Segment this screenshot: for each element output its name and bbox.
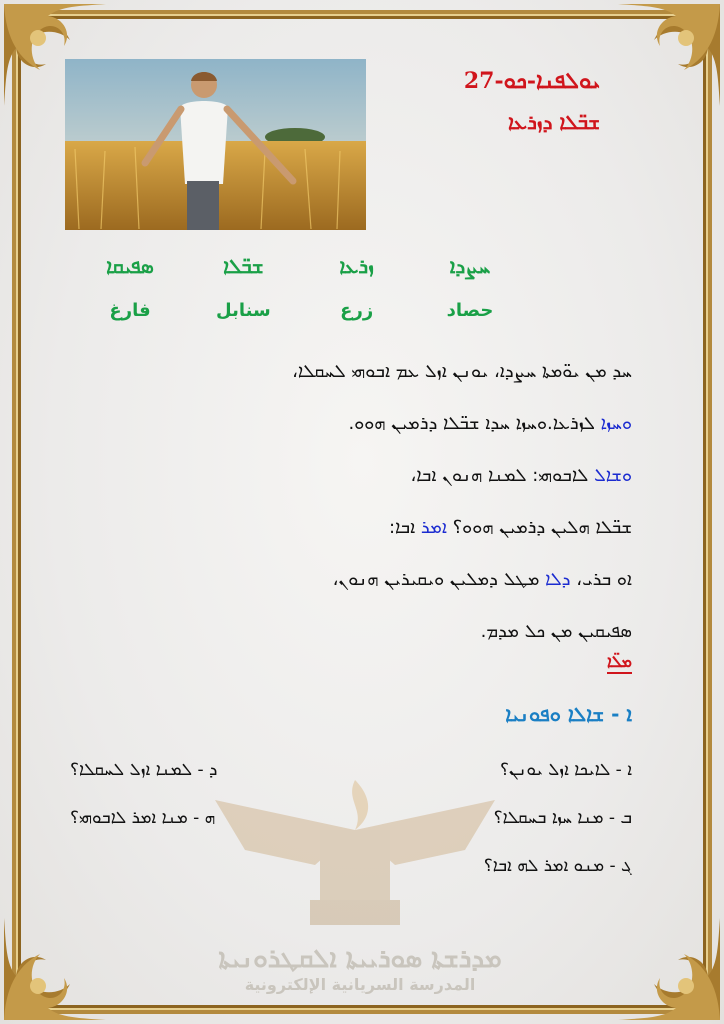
story-line: ܚܕ ܡܢ ܝܘ̈ܡܬܐ ܚܨܕܐ، ܝܘܢܢ ܐܙܠ ܥܡ ܐܒܘܗܝ ܠܚܩܠܐ، xyxy=(292,361,632,382)
section-title: ܐ - ܫܐܠܐ ܘܦܘܢܝܐ xyxy=(505,702,632,726)
vocabulary-syriac xyxy=(100,254,500,278)
vocab-translation: فارغ xyxy=(109,300,151,321)
corner-ornament xyxy=(614,0,724,110)
question: ܓ - ܡܢܘ ܐܡܪ ܠܗ ܐܒܐ؟ xyxy=(483,856,632,876)
vocab-translation: سنابل xyxy=(216,300,271,321)
vocabulary-arabic xyxy=(100,300,500,321)
vocab-word: ܫܒ̈ܠܐ xyxy=(223,254,264,278)
vocab-word: ܚܨܕܐ xyxy=(449,254,491,278)
lesson-number: ܝܘܠܦܢܐ-ܟܘ-27 xyxy=(463,68,600,94)
question-row xyxy=(70,846,632,894)
watermark-arabic: المدرسة السريانية الإلكترونية xyxy=(244,975,476,994)
corner-ornament xyxy=(614,914,724,1024)
story-line: ܣܦܝܩܝܢ ܡܢ ܟܠ ܡܕܡ. xyxy=(480,621,632,642)
question: ܐ - ܠܐܝܟܐ ܐܙܠ ܝܘܢܢ؟ xyxy=(499,760,632,780)
highlight-word: ܕܠܐ xyxy=(545,569,571,590)
vocab-label: ܡܠ̈ܐ xyxy=(607,652,632,674)
question: ܒ - ܡܢܐ ܚܙܐ ܒܚܩܠܐ؟ xyxy=(493,808,632,828)
question-row xyxy=(70,798,632,846)
vocab-translation: زرع xyxy=(340,300,374,321)
highlight-word: ܐܡܪ xyxy=(420,517,447,538)
vocab-word: ܣܦܝܩܐ xyxy=(106,254,154,278)
story-line: ܐܘ ܒܪܝ، ܕܠܐ ܡܛܠ ܕܡܠܝܢ ܘܝܩܝܪܝܢ ܗܢܘܢ، xyxy=(332,569,632,590)
question: ܕ - ܠܡܢܐ ܐܙܠ ܠܚܩܠܐ؟ xyxy=(70,760,218,780)
story-text xyxy=(80,352,632,664)
story-line: ܫܒ̈ܠܐ ܗܠܝܢ ܕܪܡܝܢ ܗܘܘ؟ ܐܡܪ ܐܒܐ: xyxy=(388,517,632,538)
wheat-field-photo xyxy=(65,59,366,230)
story-line: ܘܚܙܐ ܠܙܪܥܐ.ܘܚܙܐ ܚܕܐ ܫܒ̈ܠܐ ܕܪܡܝܢ ܗܘܘ. xyxy=(348,413,632,434)
questions-list xyxy=(70,750,632,894)
corner-ornament xyxy=(0,914,110,1024)
question-row xyxy=(70,750,632,798)
question: ܗ - ܡܢܐ ܐܡܪ ܠܐܒܘܗܝ؟ xyxy=(70,808,216,828)
highlight-word: ܘܚܙܐ xyxy=(600,413,632,434)
vocab-word: ܙܪܥܐ xyxy=(339,254,374,278)
highlight-word: ܘܫܐܠ xyxy=(594,465,632,486)
lesson-title: ܫܒ̈ܠܐ ܕܙܪܥܐ xyxy=(508,110,600,134)
watermark-syriac: ܡܕܪܫܬܐ ܣܘܪܝܝܬܐ ܐܠܩܛܪܘܢܝܬܐ xyxy=(218,944,502,974)
lesson-header xyxy=(400,68,600,134)
story-line: ܘܫܐܠ ܠܐܒܘܗܝ: ܠܡܢܐ ܗܢܘܢ ܐܒܐ، xyxy=(410,465,632,486)
vocab-translation: حصاد xyxy=(446,300,494,321)
